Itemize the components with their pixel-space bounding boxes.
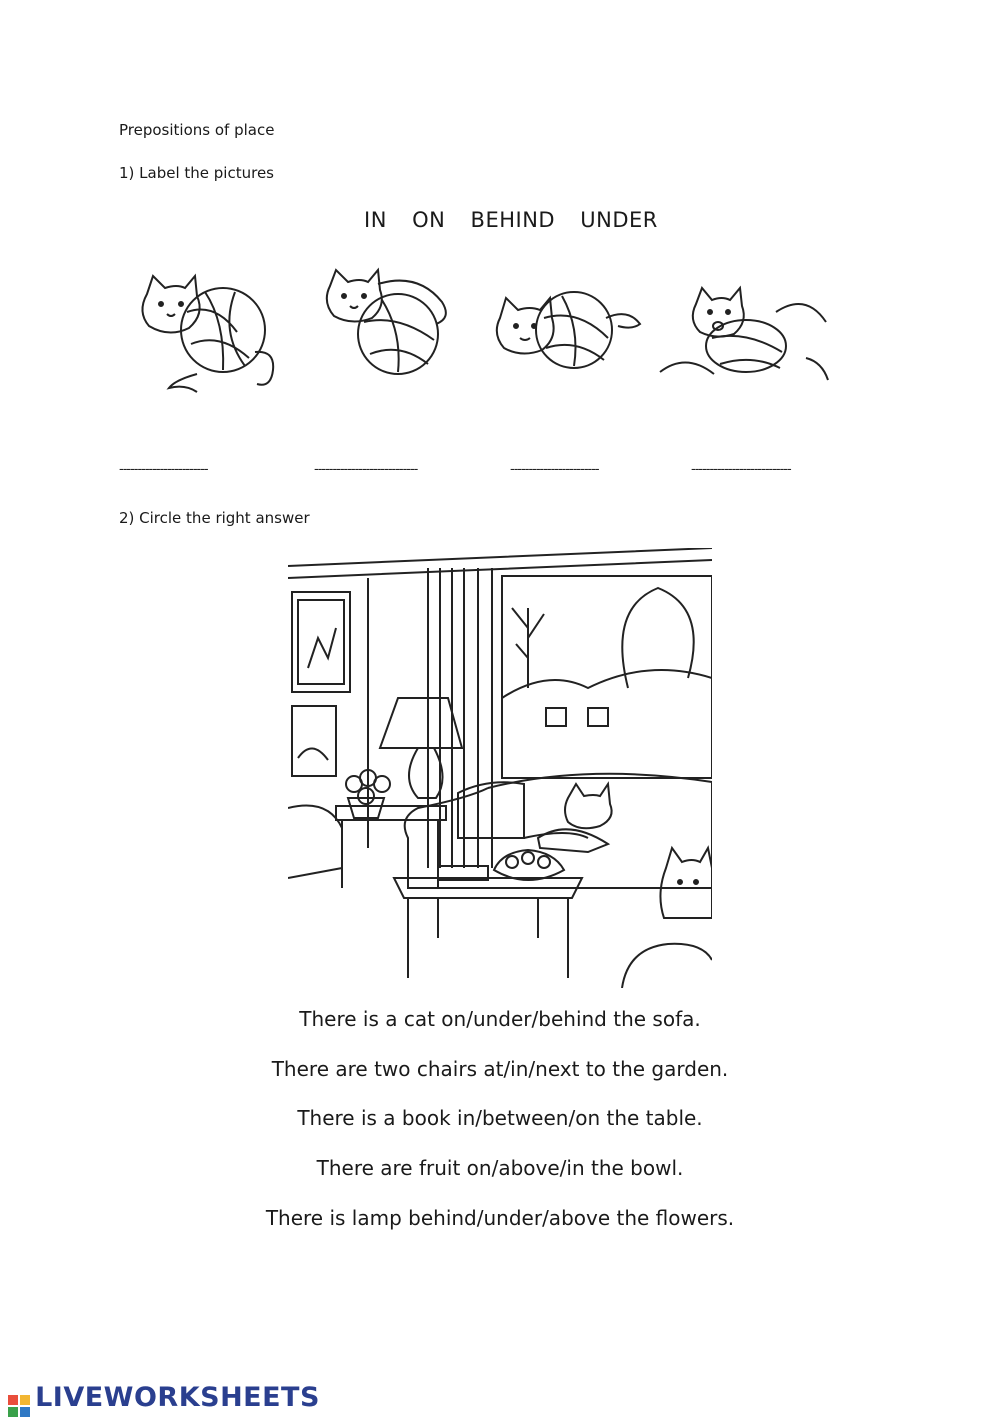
footer-brand-text: LIVEWORKSHEETS [35, 1382, 320, 1413]
sentence-4[interactable]: There are fruit on/above/in the bowl. [316, 1156, 684, 1180]
word-behind: BEHIND [470, 208, 556, 232]
answer-blank-1[interactable]: ------------------------ [119, 462, 208, 477]
sentence-3[interactable]: There is a book in/between/on the table. [297, 1106, 703, 1130]
sentence-2[interactable]: There are two chairs at/in/next to the garden. [271, 1057, 729, 1081]
exercise1-instruction: 1) Label the pictures [119, 164, 274, 182]
word-under: UNDER [580, 208, 658, 232]
word-bank [364, 208, 676, 232]
cat-behind-yarn-picture [488, 268, 648, 388]
answer-blank-2[interactable]: ---------------------------- [314, 462, 418, 477]
exercise2-instruction: 2) Circle the right answer [119, 509, 310, 527]
cat-in-yarn-picture [125, 262, 290, 397]
liveworksheets-logo-icon [8, 1395, 30, 1417]
word-on: ON [412, 208, 446, 232]
page-title: Prepositions of place [119, 121, 275, 139]
living-room-illustration [288, 548, 712, 988]
sentence-1[interactable]: There is a cat on/under/behind the sofa. [299, 1007, 701, 1031]
cat-on-yarn-picture [318, 262, 468, 380]
sentence-5[interactable]: There is lamp behind/under/above the flowers. [265, 1206, 735, 1230]
answer-blank-3[interactable]: ------------------------ [510, 462, 599, 477]
cat-under-yarn-picture [656, 282, 834, 392]
word-in: IN [364, 208, 387, 232]
footer-logo [8, 1382, 320, 1413]
answer-blank-4[interactable]: --------------------------- [691, 462, 791, 477]
